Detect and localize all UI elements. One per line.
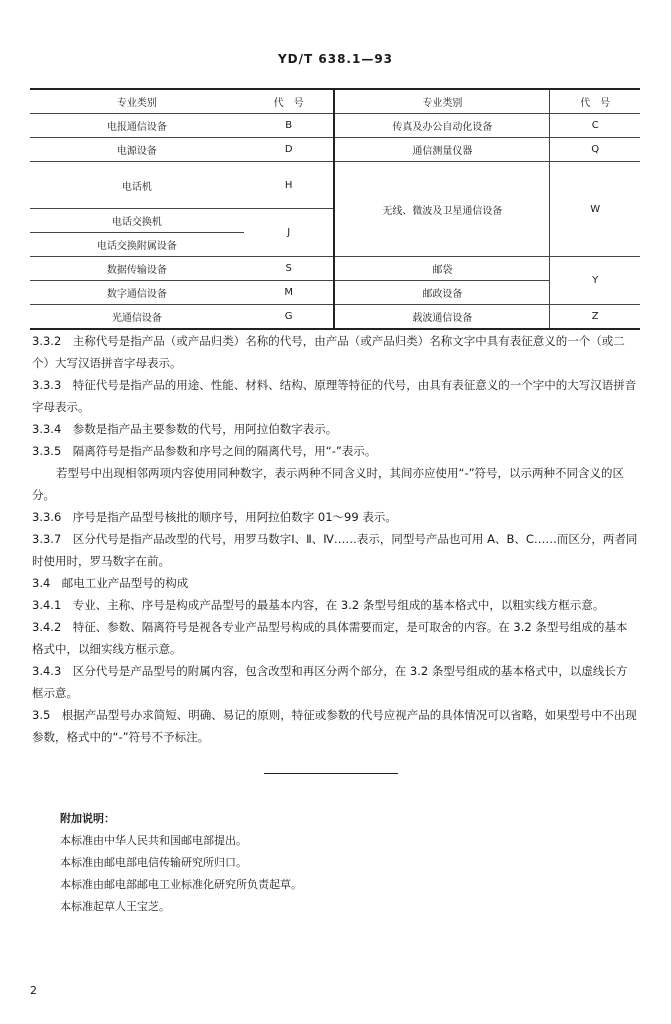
paragraph: 3.3.5 隔离符号是指产品参数和序号之间的隔离代号，用“-”表示。: [32, 444, 377, 458]
table-cell: 传真及办公自动化设备: [334, 114, 549, 138]
table-cell: 电话交换机: [30, 209, 244, 233]
table-cell: S: [244, 257, 335, 281]
table-cell: Y: [550, 257, 640, 305]
page-number: 2: [30, 984, 37, 997]
table-cell: M: [244, 281, 335, 305]
table-cell: 光通信设备: [30, 305, 244, 330]
table-cell: 邮政设备: [334, 281, 549, 305]
body-text: [32, 330, 638, 748]
table-cell: 电话交换附属设备: [30, 233, 244, 257]
table-cell: H: [244, 162, 335, 209]
section-heading: 3.4 邮电工业产品型号的构成: [32, 576, 189, 590]
appendix-line: 本标准由邮电部邮电工业标准化研究所负责起草。: [60, 878, 302, 891]
header-cell: 专业类别: [30, 89, 244, 114]
section-divider: [264, 773, 398, 774]
paragraph: 若型号中出现相邻两项内容使用同种数字，表示两种不同含义时，其间亦应使用“-”符号，以示两种不同含义的区分。: [32, 466, 625, 502]
document-header: YD/T 638.1—93: [277, 52, 394, 66]
table-cell: 电话机: [30, 162, 244, 209]
table-cell: Q: [550, 138, 640, 162]
table-cell: Z: [550, 305, 640, 330]
table-cell: 数据传输设备: [30, 257, 244, 281]
table-cell: 电源设备: [30, 138, 244, 162]
paragraph: 3.3.6 序号是指产品型号核批的顺序号，用阿拉伯数字 01～99 表示。: [32, 510, 397, 524]
table-cell: 电报通信设备: [30, 114, 244, 138]
table-row: [30, 114, 640, 138]
table-cell: C: [550, 114, 640, 138]
paragraph: 3.4.2 特征、参数、隔离符号是视各专业产品型号构成的具体需要而定，是可取舍的内容。在 3.2 条型号组成的基本格式中，以细实线方框示意。: [32, 620, 628, 656]
appendix: [60, 808, 620, 918]
paragraph: 3.4.3 区分代号是产品型号的附属内容，包含改型和再区分两个部分，在 3.2 条型号组成的基本格式中，以虚线长方框示意。: [32, 664, 628, 700]
header-cell: 专业类别: [334, 89, 549, 114]
table-cell: 载波通信设备: [334, 305, 549, 330]
paragraph: 3.3.4 参数是指产品主要参数的代号，用阿拉伯数字表示。: [32, 422, 338, 436]
paragraph: 3.4.1 专业、主称、序号是构成产品型号的最基本内容，在 3.2 条型号组成的基本格式中，以粗实线方框示意。: [32, 598, 605, 612]
paragraph: 3.3.7 区分代号是指产品改型的代号，用罗马数字Ⅰ、Ⅱ、Ⅳ……表示，同型号产品也可用 A、B、C……而区分，两者同时使用时，罗马数字在前。: [32, 532, 638, 568]
table-cell: 邮袋: [334, 257, 549, 281]
appendix-line: 本标准由邮电部电信传输研究所归口。: [60, 856, 247, 869]
appendix-line: 本标准起草人王宝芝。: [60, 900, 170, 913]
table-cell: G: [244, 305, 335, 330]
table-cell: B: [244, 114, 335, 138]
table-cell: D: [244, 138, 335, 162]
header-cell: 代 号: [550, 89, 640, 114]
paragraph: 3.3.2 主称代号是指产品（或产品归类）名称的代号，由产品（或产品归类）名称文字中具有表征意义的一个（或二个）大写汉语拼音字母表示。: [32, 334, 625, 370]
table-row: [30, 138, 640, 162]
table-cell: 数字通信设备: [30, 281, 244, 305]
header-cell: 代 号: [244, 89, 335, 114]
table-header-row: [30, 89, 640, 114]
appendix-heading: 附加说明：: [60, 812, 115, 825]
table-row: [30, 257, 640, 281]
table-cell: 通信测量仪器: [334, 138, 549, 162]
appendix-line: 本标准由中华人民共和国邮电部提出。: [60, 834, 247, 847]
table-cell: 无线、微波及卫星通信设备: [334, 162, 549, 257]
table-row: [30, 281, 640, 305]
table-cell: W: [550, 162, 640, 257]
table-row: [30, 305, 640, 330]
table-cell: J: [244, 209, 335, 257]
paragraph: 3.5 根据产品型号办求简短、明确、易记的原则，特征或参数的代号应视产品的具体情况可以省略，如果型号中不出现参数，格式中的“-”符号不予标注。: [32, 708, 637, 744]
paragraph: 3.3.3 特征代号是指产品的用途、性能、材料、结构、原理等特征的代号，由具有表征意义的一个字中的大写汉语拼音字母表示。: [32, 378, 637, 414]
specialty-code-table: [30, 88, 640, 330]
table-row: [30, 162, 640, 209]
